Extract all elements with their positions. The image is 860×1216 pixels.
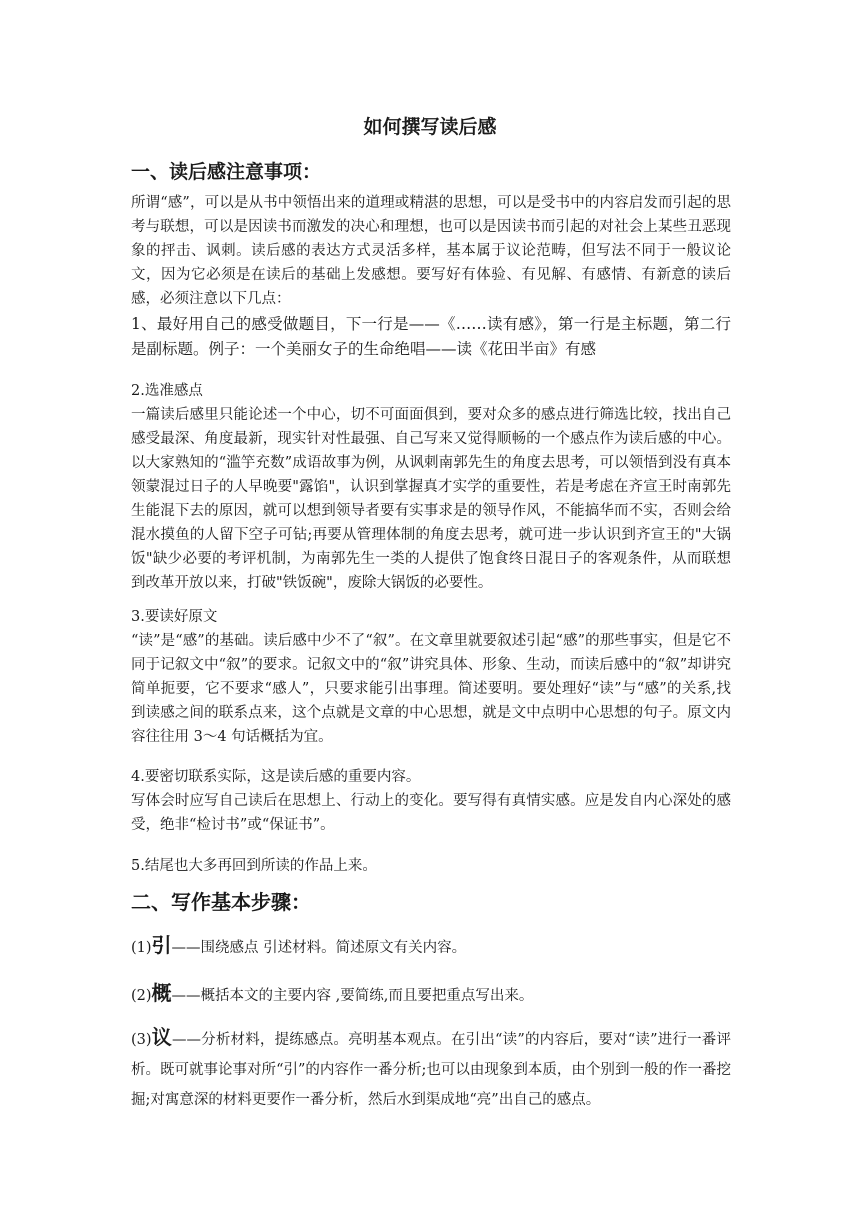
step3-keyword: 议 [151,1025,172,1049]
point3-title: 3.要读好原文 [131,609,218,625]
document-title: 如何撰写读后感 [363,116,497,138]
step1-line [131,930,731,963]
step2-line [131,978,731,1011]
point1-paragraph: 1、最好用自己的感受做题目，下一行是——《……读有感》，第一行是主标题，第二行是副标题。例子：一个美丽女子的生命绝唱——读《花田半亩》有感 [131,315,731,358]
section2-heading: 二、写作基本步骤： [131,890,311,914]
section1-intro: 所谓“感”，可以是从书中领悟出来的道理或精湛的思想，可以是受书中的内容启发而引起的思考与联想，可以是因读书而激发的决心和理想，也可以是因读书而引起的对社会上某些丑恶现象的抨击、讽刺。读后感的表达方式灵活多样，基本属于议论范畴，但写法不同于一般议论文，因为它必须是在读后的基础上发感想。要写好有体验、有见解、有感情、有新意的读后感，必须注意以下几点： [131,195,731,307]
point4-body: 写体会时应写自己读后在思想上、行动上的变化。要写得有真情实感。应是发自内心深处的感受，绝非“检讨书”或“保证书”。 [131,793,731,833]
point3-body: “读”是“感”的基础。读后感中少不了“叙”。在文章里就要叙述引起“感”的那些事实，但是它不同于记叙文中“叙”的要求。记叙文中的“叙”讲究具体、形象、生动，而读后感中的“叙”却讲究简单扼要，它不要求“感人”，只要求能引出事理。简述要明。要处理好“读”与“感”的关系,找到读感之间的联系点来，这个点就是文章的中心思想，就是文中点明中心思想的句子。原文内容往往用 3～4 句话概括为宜。 [131,633,731,745]
step1-keyword: 引 [151,933,172,957]
step3-text: ——分析材料，提练感点。亮明基本观点。在引出“读”的内容后，要对“读”进行一番评析。既可就事论事对所“引”的内容作一番分析;也可以由现象到本质，由个别到一般的作一番挖掘;对寓意深的材料更要作一番分析，然后水到渠成地“亮”出自己的感点。 [131,1032,731,1108]
step1-number: (1) [131,940,152,956]
point2-body: 一篇读后感里只能论述一个中心，切不可面面俱到，要对众多的感点进行筛选比较，找出自己感受最深、角度最新，现实针对性最强、自己写来又觉得顺畅的一个感点作为读后感的中心。以大家熟知的“滥竽充数”成语故事为例，从讽刺南郭先生的角度去思考，可以领悟到没有真本领蒙混过日子的人早晚要"露馅"，认识到掌握真才实学的重要性，若是考虑在齐宣王时南郭先生能混下去的原因，就可以想到领导者要有实事求是的领导作风，不能搞华而不实，否则会给混水摸鱼的人留下空子可钻;再要从管理体制的角度去思考，就可进一步认识到齐宣王的"大锅饭"缺少必要的考评机制，为南郭先生一类的人提供了饱食终日混日子的客观条件，从而联想到改革开放以来，打破"铁饭碗"，废除大锅饭的必要性。 [131,407,731,591]
step1-text: ——围绕感点 引述材料。简述原文有关内容。 [171,940,467,956]
point2-title: 2.选准感点 [131,383,203,399]
section1-heading: 一、读后感注意事项： [131,161,322,183]
point5-line: 5.结尾也大多再回到所读的作品上来。 [131,858,377,874]
step3-paragraph [131,1022,731,1115]
step3-number: (3) [131,1032,152,1048]
point4-title: 4.要密切联系实际，这是读后感的重要内容。 [131,769,421,785]
step2-text: ——概括本文的主要内容 ,要简练,而且要把重点写出来。 [171,988,534,1004]
step2-number: (2) [131,988,152,1004]
step2-keyword: 概 [151,981,172,1005]
